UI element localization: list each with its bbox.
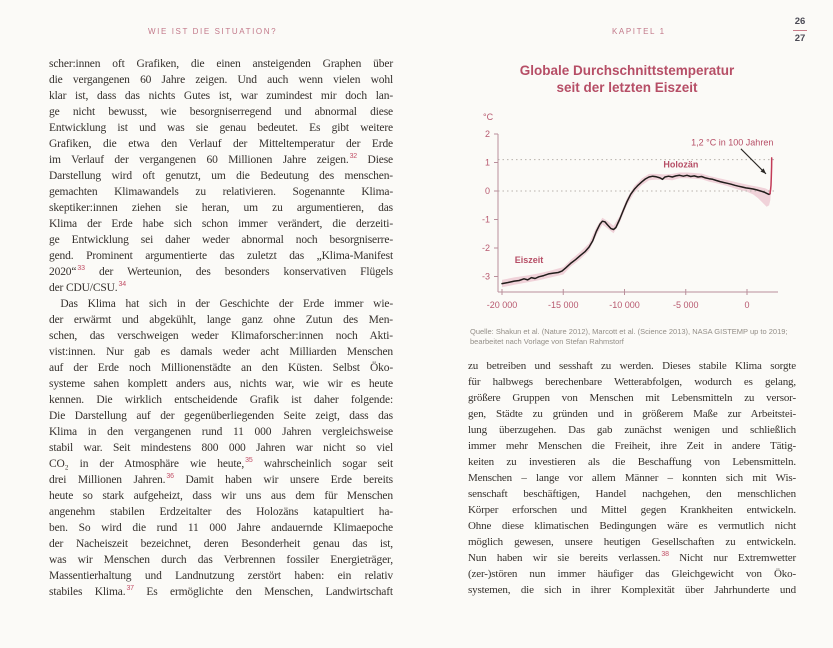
y-tick-label: -1 <box>481 214 490 225</box>
text-line: 2020“$^{33}$ der Werteunion, des besonders konservativen Flügels <box>49 265 393 278</box>
text-line: zu betreiben und sesshaft zu werden. Dieses stabile Klima sorgte <box>468 360 796 372</box>
page-number-top: 26 <box>794 16 806 27</box>
text-line: Das Klima hat sich in der Geschichte der Erde immer wie- <box>49 298 393 310</box>
chart-source-line2: bearbeitet nach Vorlage von Stefan Rahmstorf <box>470 337 624 346</box>
footnote-marker: 36 <box>166 473 174 481</box>
running-head-left: WIE IST DIE SITUATION? <box>148 27 278 36</box>
y-tick-label: -3 <box>481 271 490 282</box>
x-tick-label: -10 000 <box>609 300 640 310</box>
text-line: im Verlauf der vergangenen 60 Millionen Jahre zeigen.$^{32}$ Diese <box>49 153 393 166</box>
text-line: Ohne diese klimatischen Bedingungen wäre es vermutlich nicht <box>468 520 796 532</box>
text-line: Körper erforschen und Mittel gegen Krankheiten entwickeln. <box>468 504 796 516</box>
text-line: größere Gruppen von Menschen mit Lebensmitteln zu versor- <box>468 392 796 404</box>
text-line: skeptiker:innen ziehen sie heran, um zu argumentieren, das <box>49 202 393 214</box>
text-line: Darstellung wird oft genutzt, um die Bedeutung des menschen- <box>49 170 393 182</box>
right-page-text-column <box>468 358 796 598</box>
text-line: stabiles Klima.$^{37}$ Es ermöglichte den Menschen, Landwirtschaft <box>49 585 393 598</box>
chart-title-line2: seit der letzten Eiszeit <box>556 80 698 95</box>
text-line: auf der Erde noch Millionenstädte an den Küsten. Selbst Öko- <box>49 362 393 374</box>
footnote-marker: 33 <box>77 265 85 273</box>
page-number-bottom: 27 <box>794 33 806 44</box>
x-tick-label: -20 000 <box>486 300 518 310</box>
footnote-marker: 35 <box>245 457 253 465</box>
page-number-divider <box>793 30 807 31</box>
text-line: immer mehr Menschen die Freiheit, ihre Zeit in andere Tätig- <box>468 440 796 452</box>
footnote-marker: 38 <box>661 551 669 559</box>
era-label: Holozän <box>663 159 699 170</box>
text-line: angenehm stabilen Erdzeitalter des Holozäns katapultiert ha- <box>49 506 393 518</box>
left-page-text-column <box>49 56 393 600</box>
y-axis-unit: °C <box>483 112 494 122</box>
text-line: systemen, die sich in ihrer Komplexität über Jahrhunderte und <box>468 584 796 596</box>
text-line: Entwicklung ist und was sie genau bedeutet. Es gibt weitere <box>49 122 393 134</box>
x-tick-label: -5 000 <box>672 300 699 310</box>
text-line: für halbwegs berechenbare Wetterabfolgen, wodurch es gelang, <box>468 376 796 388</box>
text-line: Klima in den vergangenen rund 11 000 Jahren vergleichsweise <box>49 426 393 438</box>
text-line: scher:innen oft Grafiken, die einen ansteigenden Graphen über <box>49 58 393 70</box>
chart-title <box>437 62 817 96</box>
text-line: Nun haben wir sie bereits verlassen.$^{38}$ Nicht nur Extremwetter <box>468 551 796 564</box>
annotation-label: 1,2 °C in 100 Jahren <box>691 137 774 148</box>
text-line: senschaft beschäftigen, Handel nachgehen, den menschlichen <box>468 488 796 500</box>
text-line: Menschen – lange vor allem Männer – konnten sich mit Wis- <box>468 472 796 484</box>
series-instrumental <box>770 158 772 194</box>
text-line: gemachten Klimawandels zu relativieren. Sogenannte Klima- <box>49 186 393 198</box>
era-label: Eiszeit <box>514 254 544 265</box>
uncertainty-band <box>502 157 772 287</box>
footnote-marker: 37 <box>126 585 134 593</box>
text-line: der CDU/CSU.$^{34}$ <box>49 281 126 294</box>
temperature-chart <box>437 106 833 336</box>
y-tick-label: 2 <box>484 129 490 139</box>
text-line: Klima der Erde habe sich schon immer verändert, die derzeiti- <box>49 218 393 230</box>
y-tick-label: 0 <box>484 186 490 196</box>
text-line: der erwärmt und abgekühlt, lange ganz ohne Zutun des Men- <box>49 314 393 326</box>
footnote-marker: 32 <box>349 153 358 161</box>
text-line: CO₂ in der Atmosphäre wie heute,$^{35}$ wahrscheinlich sogar seit <box>49 457 393 470</box>
chart-title-line1: Globale Durchschnittstemperatur <box>519 63 735 78</box>
text-line: systeme sahen komplett anders aus, nichts war, wie wir es heute <box>49 378 393 390</box>
y-tick-label: 1 <box>484 157 490 168</box>
text-line: stabil war. Seit mindestens 800 000 Jahren war nicht so viel <box>49 442 393 454</box>
text-line: schen, das verschweigen weder Klimaforscher:innen noch Akti- <box>49 330 393 342</box>
chart-source <box>470 327 800 347</box>
text-line: die vergangenen 60 Jahre zeigen. Und auch wenn vielen wohl <box>49 74 393 86</box>
chart-source-line1: Quelle: Shakun et al. (Nature 2012), Marcott et al. (Science 2013), NASA GISTEMP up to 2019; <box>470 327 788 336</box>
text-line: möglich gewesen, unsere heutigen Gesellschaften zu entwickeln. <box>468 536 796 548</box>
text-line: (zer-)stören nun immer häufiger das Gleichgewicht von Öko- <box>468 568 796 580</box>
text-line: Die Darstellung auf der gegenüberliegenden Seite zeigt, dass das <box>49 410 393 422</box>
x-tick-label: 0 <box>744 300 750 310</box>
text-line: Massentierhaltung und Landnutzung zerstört haben: ein relativ <box>49 570 393 582</box>
footnote-marker: 34 <box>118 281 126 289</box>
text-line: ge Entwicklung sei daher weder abnormal noch besorgniserre- <box>49 234 393 246</box>
text-line: was wir Menschen durch das Verbrennen fossiler Energieträger, <box>49 554 393 566</box>
series-reconstruction <box>502 175 770 283</box>
text-line: lung überzugehen. Das gab zunächst wenigen und schließlich <box>468 424 796 436</box>
text-line: gend. Prominent argumentierte das zuletzt das „Klima-Manifest <box>49 250 393 262</box>
text-line: ge nicht bewusst, wie besorgniserregend und abnormal diese <box>49 106 393 118</box>
text-line: heute so stark aufgeheizt, dass wir uns aus dem für Menschen <box>49 490 393 502</box>
text-line: der Nacheiszeit bezeichnet, deren Besonderheit genau das ist, <box>49 538 393 550</box>
running-head-right: KAPITEL 1 <box>612 27 666 36</box>
text-line: keiten zu investieren als die Beschaffung von Lebensmitteln. <box>468 456 796 468</box>
text-line: klar ist, dass das nichts Gutes ist, war zumindest mir doch lan- <box>49 90 393 102</box>
text-line: Grafiken, die etwa den Verlauf der Mitteltemperatur der Erde <box>49 138 393 150</box>
text-line: vist:innen. Nur gab es damals weder acht Milliarden Menschen <box>49 346 393 358</box>
page-number <box>785 16 815 45</box>
text-line: gen, Städte zu gründen und in größerem Maße zur Arbeitstei- <box>468 408 796 420</box>
text-line: drei Millionen Jahren.$^{36}$ Damit haben wir unsere Erde bereits <box>49 473 394 486</box>
y-tick-label: -2 <box>481 243 490 253</box>
x-tick-label: -15 000 <box>547 300 579 310</box>
text-line: ben. So wird die rund 11 000 Jahre andauernde Klimaepoche <box>49 522 393 534</box>
text-line: kennen. Die wirklich entscheidende Grafik ist daher folgende: <box>49 394 393 406</box>
